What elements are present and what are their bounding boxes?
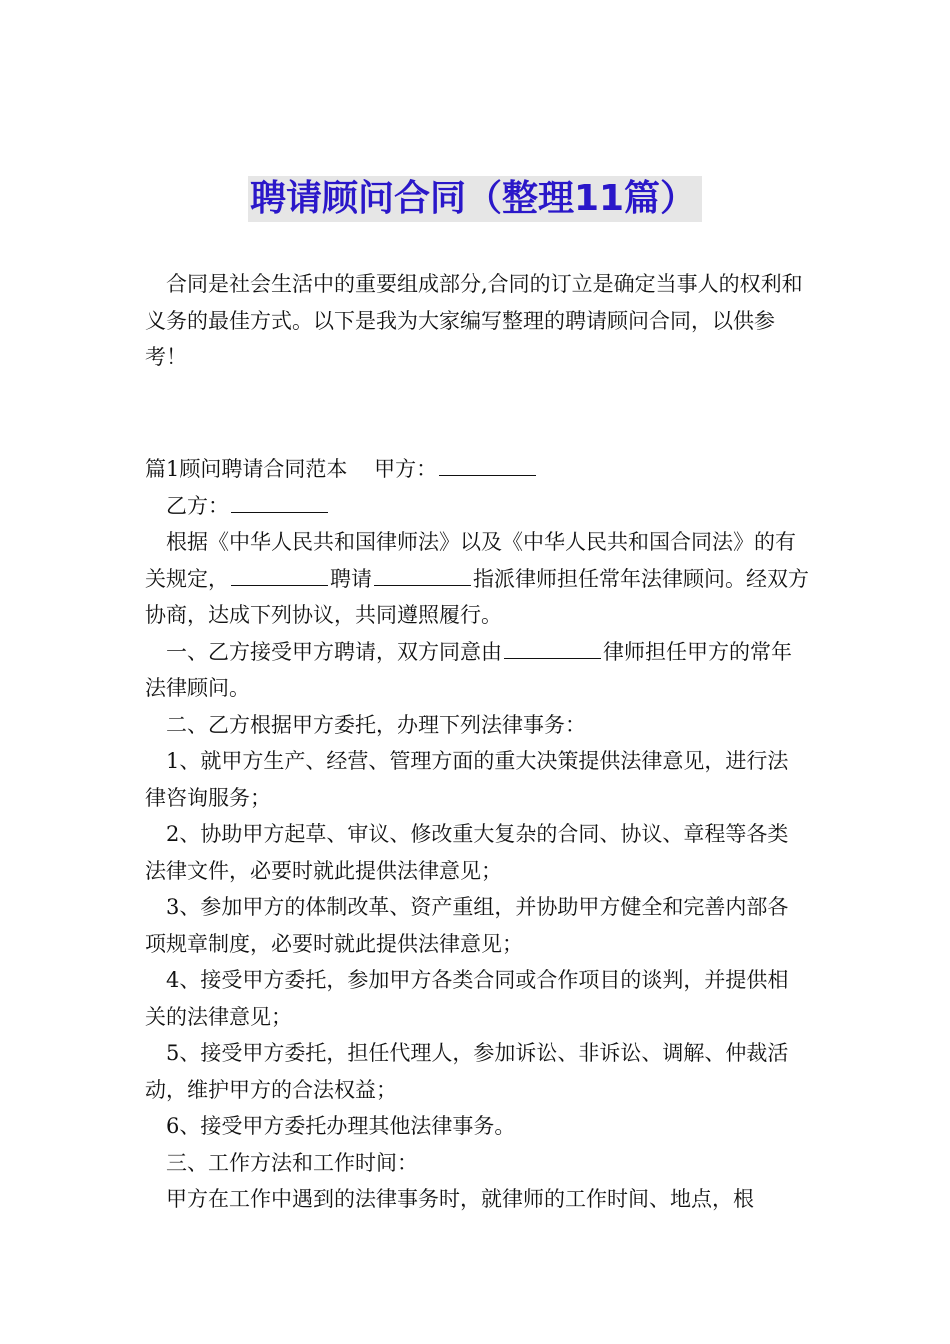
clause-3: 三、工作方法和工作时间： bbox=[166, 1150, 418, 1175]
intro-paragraph: 合同是社会生活中的重要组成部分,合同的订立是确定当事人的权利和义务的最佳方式。以下是我为大家编写整理的聘请顾问合同，以供参考！ bbox=[145, 272, 803, 369]
clause-1-text-b: 律师担任甲方的常年法律顾问。 bbox=[145, 639, 792, 700]
clause-1 bbox=[145, 634, 809, 707]
section-heading: 篇1顾问聘请合同范本 bbox=[145, 457, 348, 481]
basis-text-1: 根据《中华人民共和国律师法》以及《中华人民共和国合同法》的有关规定， bbox=[145, 530, 796, 591]
list-item: 2、协助甲方起草、审议、修改重大复杂的合同、协议、章程等各类法律文件，必要时就此提供法律意见； bbox=[145, 822, 789, 883]
list-item: 5、接受甲方委托，担任代理人，参加诉讼、非诉讼、调解、仲裁活动，维护甲方的合法权益； bbox=[145, 1041, 789, 1102]
party-a-blank bbox=[439, 453, 536, 476]
party-b-label: 乙方： bbox=[166, 493, 229, 518]
title-container bbox=[0, 176, 950, 222]
clause-2: 二、乙方根据甲方委托，办理下列法律事务： bbox=[166, 712, 586, 737]
list-item: 6、接受甲方委托办理其他法律事务。 bbox=[166, 1114, 516, 1138]
basis-text-3: 指派律师担任常年法律顾问。经双方协商，达成下列协议，共同遵照履行。 bbox=[145, 566, 809, 627]
clause-1-text-a: 一、乙方接受甲方聘请，双方同意由 bbox=[166, 639, 502, 664]
party-b-line bbox=[145, 488, 809, 525]
basis-paragraph bbox=[145, 524, 809, 634]
list-item: 3、参加甲方的体制改革、资产重组，并协助甲方健全和完善内部各项规章制度，必要时就此提供法律意见； bbox=[145, 895, 789, 956]
party-a-label: 甲方： bbox=[374, 457, 438, 481]
list-item: 4、接受甲方委托，参加甲方各类合同或合作项目的谈判，并提供相关的法律意见； bbox=[145, 968, 789, 1029]
basis-text-2: 聘请 bbox=[330, 566, 372, 591]
list-item: 1、就甲方生产、经营、管理方面的重大决策提供法律意见，进行法律咨询服务； bbox=[145, 749, 789, 810]
client-blank bbox=[231, 563, 328, 586]
lawyer-blank bbox=[504, 636, 601, 659]
section-heading-line bbox=[145, 451, 809, 488]
document-title: 聘请顾问合同（整理11篇） bbox=[248, 176, 702, 222]
intro-section bbox=[145, 266, 809, 376]
firm-blank bbox=[374, 563, 471, 586]
clause-3-text: 甲方在工作中遇到的法律事务时，就律师的工作时间、地点，根 bbox=[166, 1187, 754, 1211]
contract-section bbox=[145, 451, 809, 1218]
party-b-blank bbox=[231, 490, 328, 513]
